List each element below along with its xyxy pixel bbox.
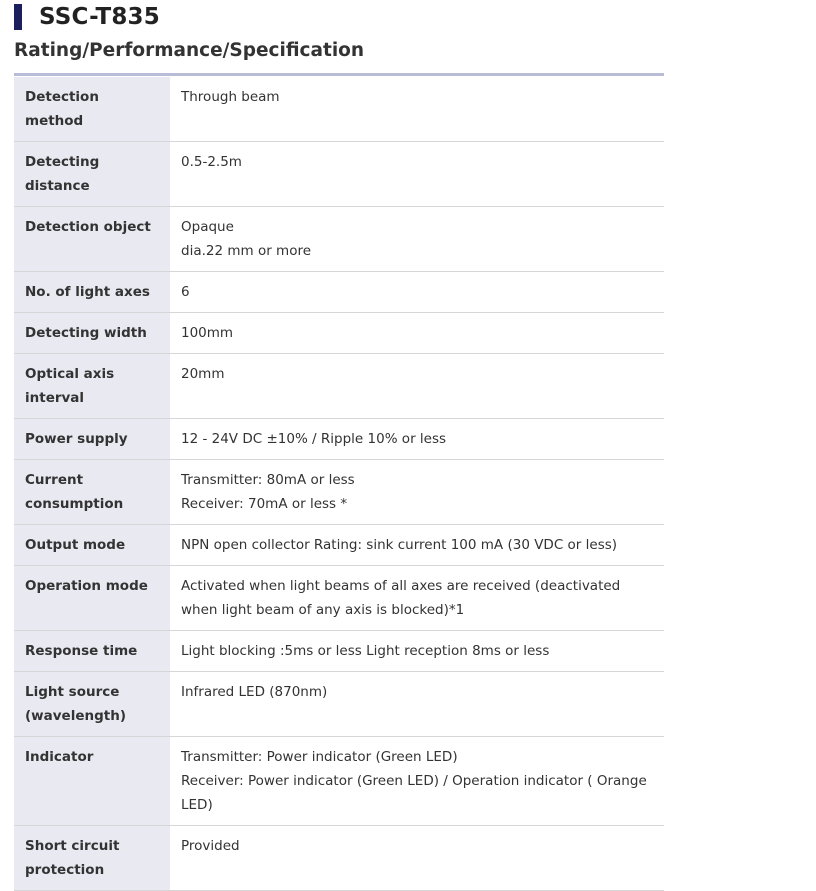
product-title	[14, 4, 160, 30]
spec-value	[170, 313, 664, 354]
spec-label: Output mode	[14, 525, 170, 566]
spec-label: Detection object	[14, 207, 170, 272]
spec-value-line: 100mm	[181, 325, 234, 341]
spec-value-line: NPN open collector Rating: sink current 100 mA (30 VDC or less)	[181, 537, 618, 553]
spec-value-line: Receiver: 70mA or less *	[181, 496, 348, 512]
spec-row	[14, 631, 664, 672]
spec-value	[170, 826, 664, 891]
section-heading: Rating/Performance/Specification	[14, 40, 365, 61]
spec-label: Response time	[14, 631, 170, 672]
spec-value	[170, 419, 664, 460]
spec-label: Light source (wavelength)	[14, 672, 170, 737]
spec-label: Detection method	[14, 77, 170, 142]
spec-value-line: Transmitter: Power indicator (Green LED)	[181, 749, 458, 765]
spec-value-line: Receiver: Power indicator (Green LED) / Operation indicator ( Orange LED)	[181, 773, 647, 813]
spec-value-line: Activated when light beams of all axes are received (deactivated when light beam of any axis is blocked)*1	[181, 578, 621, 618]
spec-value	[170, 737, 664, 826]
spec-row	[14, 207, 664, 272]
spec-value	[170, 631, 664, 672]
spec-label: No. of light axes	[14, 272, 170, 313]
spec-value-line: Infrared LED (870nm)	[181, 684, 328, 700]
spec-row	[14, 737, 664, 826]
spec-value	[170, 566, 664, 631]
spec-value-line: dia.22 mm or more	[181, 243, 312, 259]
spec-row	[14, 460, 664, 525]
spec-row	[14, 419, 664, 460]
spec-value	[170, 672, 664, 737]
spec-label: Indicator	[14, 737, 170, 826]
spec-value-line: Provided	[181, 838, 240, 854]
spec-row	[14, 525, 664, 566]
spec-value	[170, 460, 664, 525]
spec-value	[170, 272, 664, 313]
spec-row	[14, 272, 664, 313]
spec-value	[170, 142, 664, 207]
spec-row	[14, 313, 664, 354]
spec-value-line: 20mm	[181, 366, 225, 382]
spec-label: Detecting width	[14, 313, 170, 354]
spec-value-line: 12 - 24V DC ±10% / Ripple 10% or less	[181, 431, 447, 447]
section-divider	[14, 73, 664, 76]
spec-value-line: Transmitter: 80mA or less	[181, 472, 355, 488]
spec-label: Operation mode	[14, 566, 170, 631]
spec-label: Detecting distance	[14, 142, 170, 207]
spec-value-line: Opaque	[181, 219, 234, 235]
spec-value-line: Light blocking :5ms or less Light reception 8ms or less	[181, 643, 550, 659]
product-title-text: SSC-T835	[39, 4, 160, 30]
spec-row	[14, 354, 664, 419]
title-accent-bar	[14, 4, 22, 30]
spec-value	[170, 525, 664, 566]
spec-label: Short circuit protection	[14, 826, 170, 891]
spec-value-line: Through beam	[181, 89, 280, 105]
spec-value	[170, 354, 664, 419]
spec-label: Power supply	[14, 419, 170, 460]
spec-value	[170, 77, 664, 142]
spec-value	[170, 207, 664, 272]
spec-row	[14, 142, 664, 207]
spec-row	[14, 826, 664, 891]
spec-row	[14, 566, 664, 631]
spec-value-line: 6	[181, 284, 190, 300]
spec-value-line: 0.5-2.5m	[181, 154, 242, 170]
spec-label: Current consumption	[14, 460, 170, 525]
spec-row	[14, 77, 664, 142]
spec-table	[14, 77, 664, 891]
spec-label: Optical axis interval	[14, 354, 170, 419]
spec-row	[14, 672, 664, 737]
